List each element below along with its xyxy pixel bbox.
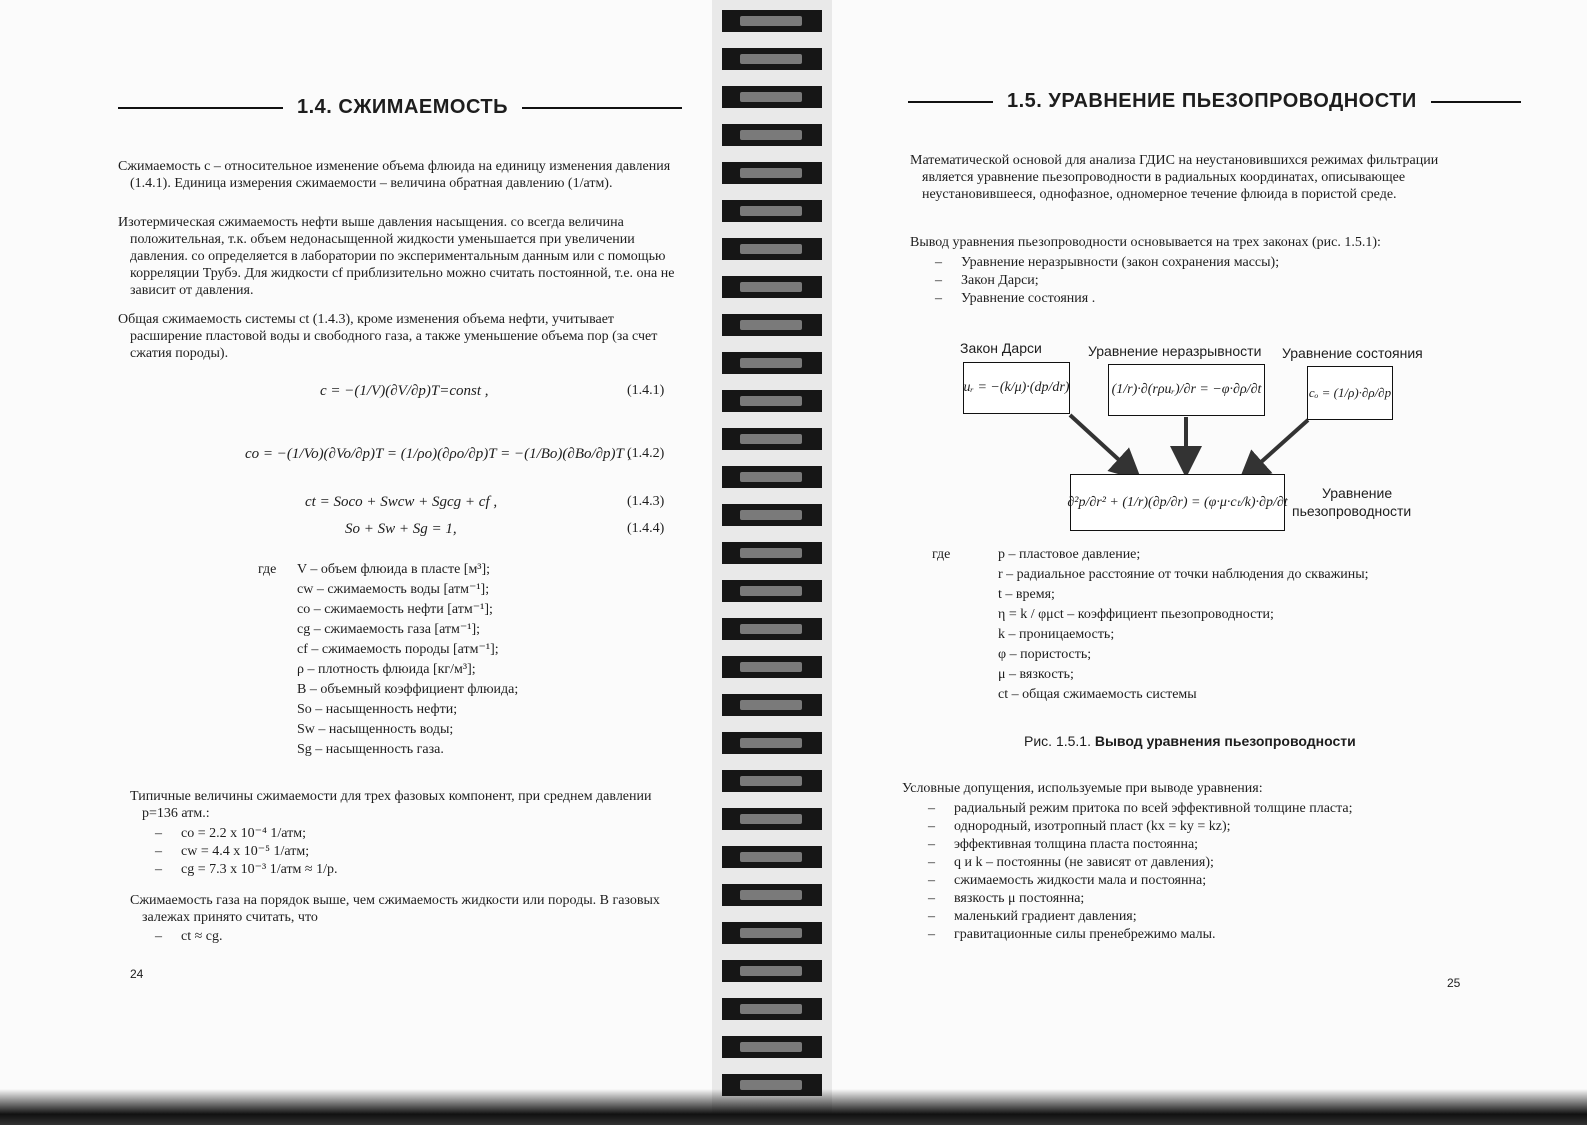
paragraph-total: Общая сжимаемость системы ct (1.4.3), кроме изменения объема нефти, учитывает расширение пластовой воды и свободного газа, а также уменьшение объема пор (за счет сжатия породы).	[118, 312, 658, 361]
label-darcy: Закон Дарси	[960, 340, 1042, 356]
legend-item: t – время;	[998, 587, 1055, 602]
legend-item: So – насыщенность нефти;	[297, 702, 458, 717]
box-darcy-law: uᵣ = −(k/μ)·(dp/dr)	[963, 362, 1070, 414]
legend-item: η = k / φμct – коэффициент пьезопроводности;	[998, 607, 1274, 622]
section-heading-compressibility	[118, 96, 682, 119]
binding-ring	[722, 656, 822, 678]
list-item: – Закон Дарси;	[935, 272, 1279, 290]
paragraph-derivation: Вывод уравнения пьезопроводности основывается на трех законах (рис. 1.5.1):	[910, 235, 1381, 250]
label-state: Уравнение состояния	[1282, 345, 1423, 361]
binding-ring	[722, 276, 822, 298]
binding-ring	[722, 808, 822, 830]
binding-ring	[722, 884, 822, 906]
typical-values-list	[155, 825, 338, 879]
legend-item: k – проницаемость;	[998, 627, 1115, 642]
binding-ring	[722, 922, 822, 944]
legend-item: ρ – плотность флюида [кг/м³];	[297, 662, 476, 677]
binding-ring	[722, 162, 822, 184]
arrow-darcy-to-diffusivity	[1070, 415, 1130, 470]
binding-ring	[722, 694, 822, 716]
box-state-equation: cₒ = (1/ρ)·∂ρ/∂p	[1307, 366, 1393, 420]
equation-number: (1.4.2)	[627, 446, 665, 461]
legend-item: co – сжимаемость нефти [атм⁻¹];	[297, 602, 493, 617]
paragraph-definition: Сжимаемость c – относительное изменение объема флюида на единицу изменения давления (1.4.1). Единица измерения сжимаемости – величина обратная давлению (1/атм).	[118, 159, 671, 191]
binding-ring	[722, 428, 822, 450]
right-page	[830, 0, 1587, 1125]
list-item: – маленький градиент давления;	[928, 908, 1353, 926]
equation-1-4-2: co = −(1/Vo)(∂Vo/∂p)T = (1/ρo)(∂ρo/∂p)T = −(1/Bo)(∂Bo/∂p)T ,	[245, 446, 632, 462]
page-number: 25	[1447, 976, 1461, 990]
label-continuity: Уравнение неразрывности	[1088, 343, 1262, 359]
binding-ring	[722, 466, 822, 488]
equation-1-4-1: c = −(1/V)(∂V/∂p)T=const ,	[320, 383, 489, 399]
paragraph-isothermal: Изотермическая сжимаемость нефти выше давления насыщения. co всегда величина положительная, т.к. объем недонасыщенной жидкости уменьшается при увеличении давления. co определяется в лаборатории по экспериментальным данным или с помощью корреляции Трубэ. Для жидкости cf приблизительно можно считать постоянной, т.е. она не зависит от давления.	[118, 215, 675, 298]
binding-ring	[722, 580, 822, 602]
section-title: 1.4. СЖИМАЕМОСТЬ	[297, 96, 509, 118]
variable-legend	[297, 560, 518, 760]
legend-item: Sw – насыщенность воды;	[297, 722, 454, 737]
page-number: 24	[130, 967, 144, 981]
heading-rule-left	[118, 107, 283, 109]
equation-number: (1.4.3)	[627, 494, 665, 509]
caption-prefix: Рис. 1.5.1.	[1024, 733, 1091, 749]
binding-ring	[722, 504, 822, 526]
list-item: – co = 2.2 x 10⁻⁴ 1/атм;	[155, 825, 338, 843]
heading-rule-right	[522, 107, 682, 109]
equation-number: (1.4.4)	[627, 521, 665, 536]
list-item: – ct ≈ cg.	[155, 928, 223, 946]
binding-ring	[722, 352, 822, 374]
binding-ring	[722, 732, 822, 754]
legend-item: cf – сжимаемость породы [атм⁻¹];	[297, 642, 499, 657]
where-label: где	[932, 547, 951, 562]
binding-ring	[722, 1036, 822, 1058]
paragraph-typical: Типичные величины сжимаемости для трех фазовых компонент, при среднем давлении p=136 атм.:	[130, 789, 652, 821]
binding-ring	[722, 10, 822, 32]
equation-number: (1.4.1)	[627, 383, 665, 398]
assumptions-list	[928, 800, 1353, 944]
list-item: – гравитационные силы пренебрежимо малы.	[928, 926, 1353, 944]
list-item: – однородный, изотропный пласт (kx = ky = kz);	[928, 818, 1353, 836]
binding-ring	[722, 960, 822, 982]
binding-ring	[722, 314, 822, 336]
where-label: где	[258, 562, 277, 577]
list-item: – Уравнение неразрывности (закон сохранения массы);	[935, 254, 1279, 272]
binding-ring	[722, 390, 822, 412]
caption-title: Вывод уравнения пьезопроводности	[1094, 733, 1356, 749]
binding-ring	[722, 998, 822, 1020]
list-item: – cg = 7.3 x 10⁻³ 1/атм ≈ 1/p.	[155, 861, 338, 879]
label-diffusivity-1: Уравнение	[1322, 485, 1393, 501]
left-page	[0, 0, 715, 1125]
binding-ring	[722, 238, 822, 260]
box-diffusivity-equation: ∂²p/∂r² + (1/r)(∂p/∂r) = (φ·μ·cₜ/k)·∂p/∂t	[1070, 474, 1285, 531]
spiral-binding	[712, 0, 832, 1125]
binding-ring	[722, 86, 822, 108]
legend-item: r – радиальное расстояние от точки наблюдения до скважины;	[998, 567, 1369, 582]
legend-item: p – пластовое давление;	[998, 547, 1141, 562]
list-item: – сжимаемость жидкости мала и постоянна;	[928, 872, 1353, 890]
legend-item: μ – вязкость;	[998, 667, 1074, 682]
legend-item: cw – сжимаемость воды [атм⁻¹];	[297, 582, 490, 597]
list-item: – Уравнение состояния .	[935, 290, 1279, 308]
binding-ring	[722, 124, 822, 146]
box-continuity-equation: (1/r)·∂(rρuᵣ)/∂r = −φ·∂ρ/∂t	[1108, 364, 1265, 416]
legend-item: ct – общая сжимаемость системы	[998, 687, 1197, 702]
legend-item: B – объемный коэффициент флюида;	[297, 682, 519, 697]
legend-item: φ – пористость;	[998, 647, 1092, 662]
equation-1-4-3: ct = Soco + Swcw + Sgcg + cf ,	[305, 494, 498, 510]
paragraph-intro: Математической основой для анализа ГДИС на неустановившихся режимах фильтрации является уравнение пьезопроводности в радиальных координатах, описывающее неустановившееся, однофазное, одномерное течение флюида в пористой среде.	[910, 153, 1439, 202]
list-item: – радиальный режим притока по всей эффективной толщине пласта;	[928, 800, 1353, 818]
binding-ring	[722, 846, 822, 868]
section-title: 1.5. УРАВНЕНИЕ ПЬЕЗОПРОВОДНОСТИ	[1007, 90, 1417, 112]
paragraph-gas: Сжимаемость газа на порядок выше, чем сжимаемость жидкости или породы. В газовых залежах принято считать, что	[130, 893, 660, 925]
page-shadow	[0, 1089, 1587, 1125]
gas-list	[155, 928, 223, 946]
legend-item: Sg – насыщенность газа.	[297, 742, 444, 757]
legend-item: V – объем флюида в пласте [м³];	[297, 562, 491, 577]
legend-item: cg – сжимаемость газа [атм⁻¹];	[297, 622, 481, 637]
binding-ring	[722, 200, 822, 222]
list-item: – cw = 4.4 x 10⁻⁵ 1/атм;	[155, 843, 338, 861]
binding-ring	[722, 542, 822, 564]
label-diffusivity-2: пьезопроводности	[1292, 503, 1412, 519]
binding-ring	[722, 48, 822, 70]
binding-ring	[722, 618, 822, 640]
list-item: – q и k – постоянны (не зависят от давления);	[928, 854, 1353, 872]
arrow-state-to-diffusivity	[1250, 420, 1308, 472]
variable-legend	[998, 545, 1369, 705]
list-item: – эффективная толщина пласта постоянна;	[928, 836, 1353, 854]
equation-1-4-4: So + Sw + Sg = 1,	[345, 521, 457, 537]
list-item: – вязкость μ постоянна;	[928, 890, 1353, 908]
figure-caption	[1024, 733, 1356, 749]
paragraph-assumptions: Условные допущения, используемые при выводе уравнения:	[902, 781, 1263, 796]
binding-ring	[722, 770, 822, 792]
